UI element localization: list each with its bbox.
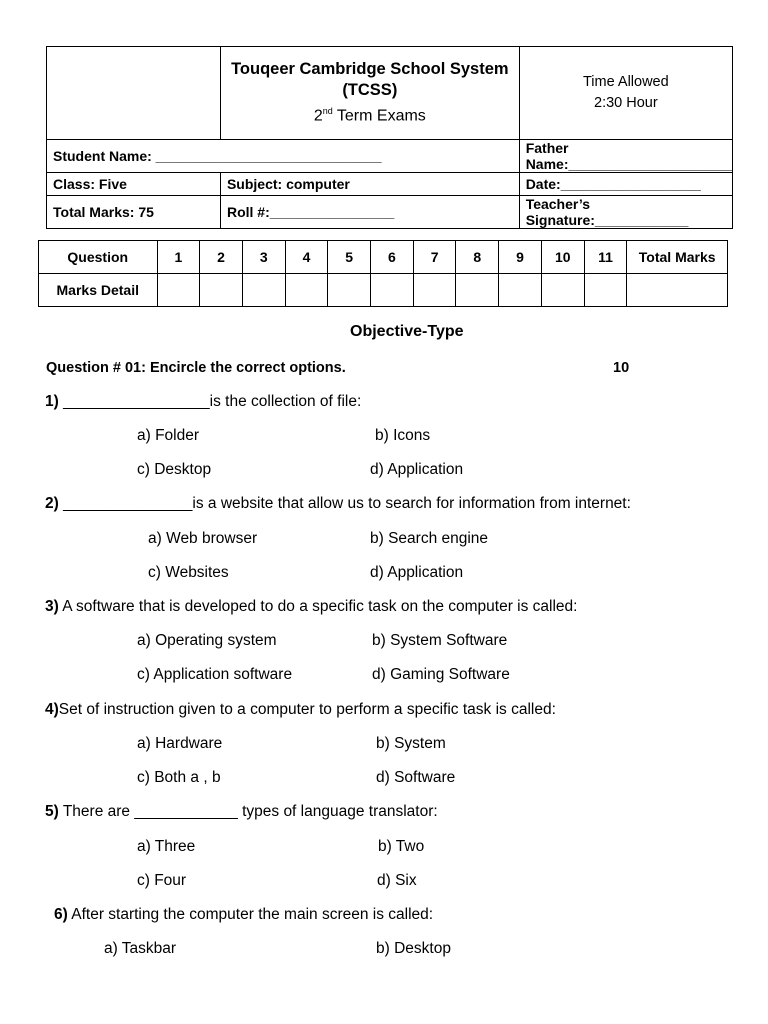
q2-option-b[interactable]: b) Search engine	[370, 530, 489, 547]
school-name: Touqeer Cambridge School System	[231, 60, 509, 79]
q2-option-c[interactable]: c) Websites	[148, 564, 229, 581]
q5-option-a[interactable]: a) Three	[137, 838, 196, 855]
total-marks-cell[interactable]	[627, 274, 728, 307]
question-5: 5) There are ____________ types of language translator:	[45, 803, 438, 820]
question-col: 8	[456, 241, 499, 274]
marks-cell[interactable]	[456, 274, 499, 307]
q5-option-b[interactable]: b) Two	[378, 838, 425, 855]
q1-option-b[interactable]: b) Icons	[375, 427, 431, 444]
q1-option-c[interactable]: c) Desktop	[137, 461, 212, 478]
total-marks-col: Total Marks	[627, 241, 728, 274]
q4-option-d[interactable]: d) Software	[376, 769, 456, 786]
time-allowed-cell	[519, 47, 732, 140]
teacher-signature-field[interactable]: Teacher’s Signature:____________	[519, 196, 732, 229]
section-title: Objective-Type	[350, 323, 464, 340]
question-3: 3) A software that is developed to do a specific task on the computer is called:	[45, 598, 578, 615]
q4-option-b[interactable]: b) System	[376, 735, 446, 752]
question-4: 4)Set of instruction given to a computer to perform a specific task is called:	[45, 701, 556, 718]
q1-option-a[interactable]: a) Folder	[137, 427, 200, 444]
q6-option-a[interactable]: a) Taskbar	[104, 940, 177, 957]
marks-cell[interactable]	[200, 274, 243, 307]
subject-field: Subject: computer	[220, 173, 519, 196]
school-title-cell	[220, 47, 519, 140]
date-field[interactable]: Date:__________________	[519, 173, 732, 196]
marks-cell[interactable]	[285, 274, 328, 307]
marks-detail-label: Marks Detail	[39, 274, 158, 307]
father-name-field[interactable]: Father Name:_____________________	[519, 140, 732, 173]
question-row-label: Question	[39, 241, 158, 274]
logo-cell	[47, 47, 221, 140]
school-abbr: (TCSS)	[342, 81, 398, 100]
marks-cell[interactable]	[371, 274, 414, 307]
marks-table	[38, 240, 728, 307]
q3-option-c[interactable]: c) Application software	[137, 666, 293, 683]
q3-option-d[interactable]: d) Gaming Software	[372, 666, 510, 683]
q2-option-a[interactable]: a) Web browser	[148, 530, 258, 547]
roll-field[interactable]: Roll #:________________	[220, 196, 519, 229]
student-name-field[interactable]: Student Name: _____________________________	[47, 140, 520, 173]
marks-cell[interactable]	[328, 274, 371, 307]
question-col: 2	[200, 241, 243, 274]
q3-option-a[interactable]: a) Operating system	[137, 632, 277, 649]
marks-cell[interactable]	[157, 274, 200, 307]
marks-cell[interactable]	[541, 274, 584, 307]
time-label: Time Allowed	[582, 74, 669, 90]
question-header-marks: 10	[613, 360, 630, 376]
total-marks-field: Total Marks: 75	[47, 196, 221, 229]
question-col: 9	[499, 241, 542, 274]
question-2: 2) _______________is a website that allow us to search for information from internet:	[45, 495, 631, 512]
q4-option-c[interactable]: c) Both a , b	[137, 769, 221, 786]
term-title: 2nd Term Exams	[313, 106, 426, 125]
marks-cell[interactable]	[584, 274, 627, 307]
question-col: 7	[413, 241, 456, 274]
q4-option-a[interactable]: a) Hardware	[137, 735, 223, 752]
class-field: Class: Five	[47, 173, 221, 196]
question-col: 4	[285, 241, 328, 274]
q2-option-d[interactable]: d) Application	[370, 564, 464, 581]
question-col: 6	[371, 241, 414, 274]
question-col: 1	[157, 241, 200, 274]
q5-option-c[interactable]: c) Four	[137, 872, 187, 889]
question-col: 11	[584, 241, 627, 274]
marks-cell[interactable]	[413, 274, 456, 307]
marks-cell[interactable]	[499, 274, 542, 307]
question-6: 6) After starting the computer the main screen is called:	[54, 906, 434, 923]
marks-cell[interactable]	[242, 274, 285, 307]
question-col: 3	[242, 241, 285, 274]
exam-header-table	[46, 46, 733, 229]
q3-option-b[interactable]: b) System Software	[372, 632, 508, 649]
q1-option-d[interactable]: d) Application	[370, 461, 464, 478]
question-header: Question # 01: Encircle the correct options.	[46, 360, 346, 376]
time-value: 2:30 Hour	[594, 95, 658, 111]
question-1: 1) _________________is the collection of file:	[45, 393, 362, 410]
question-col: 10	[541, 241, 584, 274]
q6-option-b[interactable]: b) Desktop	[376, 940, 451, 957]
question-col: 5	[328, 241, 371, 274]
q5-option-d[interactable]: d) Six	[377, 872, 417, 889]
